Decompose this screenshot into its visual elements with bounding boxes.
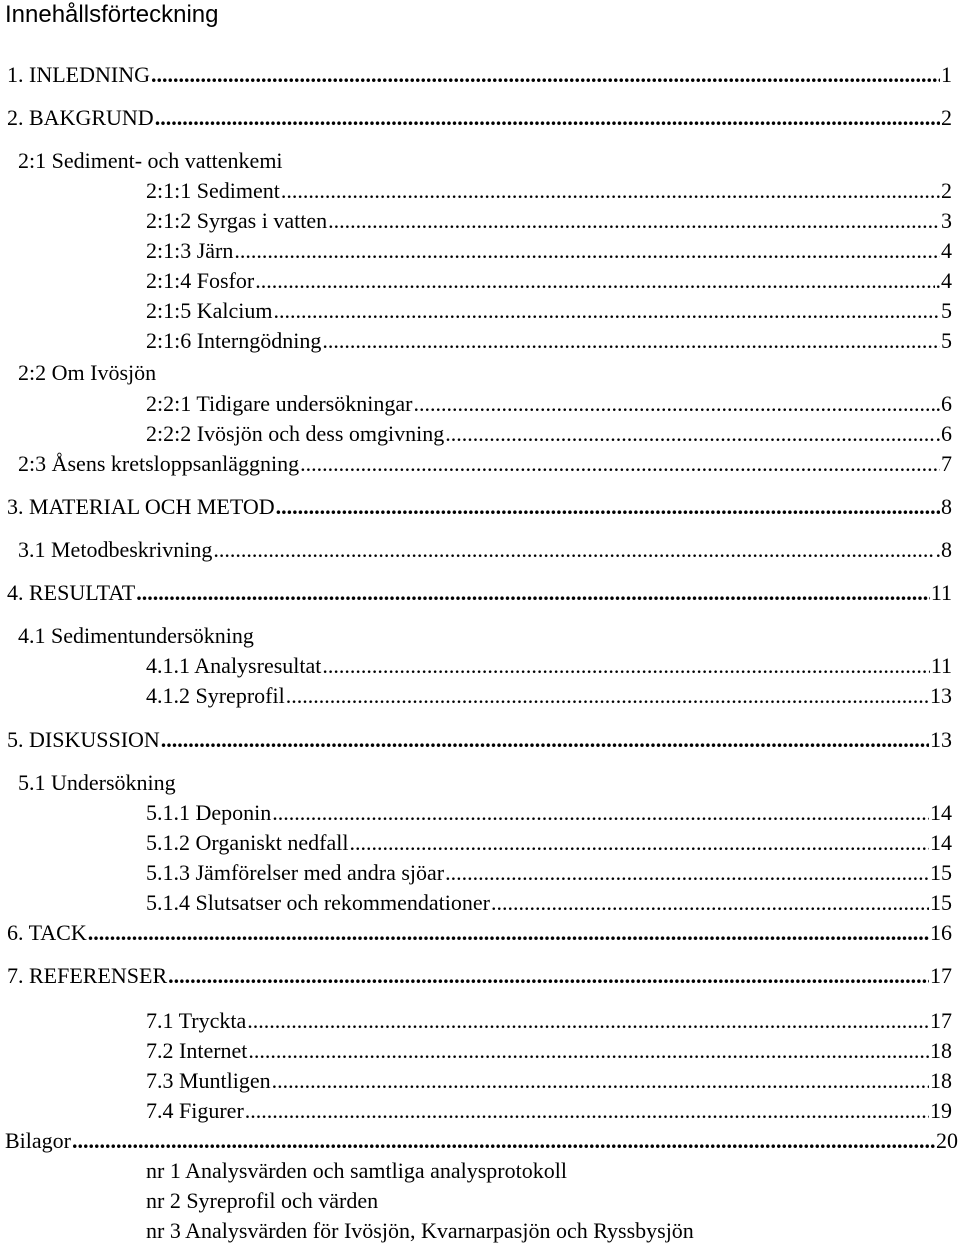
toc-entry[interactable] (146, 206, 952, 236)
toc-leader (273, 296, 940, 326)
toc-entry-label: 2:1:6 Interngödning (146, 328, 322, 353)
toc-entry-page: .2 (935, 178, 952, 203)
toc-entry-page: 15 (930, 890, 952, 915)
appendix-item: nr 3 Analysvärden för Ivösjön, Kvarnarpasjön och Ryssbysjön (146, 1218, 694, 1243)
toc-entry[interactable] (146, 681, 952, 711)
toc-entry-page: 7 (941, 451, 952, 476)
toc-entry[interactable] (146, 236, 952, 266)
toc-leader (276, 492, 940, 522)
toc-entry-label: 7.2 Internet (146, 1038, 248, 1063)
toc-entry[interactable] (146, 1036, 952, 1066)
toc-entry-label: 4.1.1 Analysresultat (146, 653, 322, 678)
toc-entry-page: 11 (930, 653, 952, 678)
toc-entry-page: 20 (936, 1128, 958, 1153)
toc-entry-label: 1. INLEDNING (7, 62, 150, 87)
toc-entry-page: 5 (941, 328, 952, 353)
toc-entry[interactable] (146, 798, 952, 828)
toc-leader (248, 1036, 929, 1066)
toc-entry-label: 7. REFERENSER (7, 963, 168, 988)
toc-entry-page: .8 (935, 537, 952, 562)
toc-entry-page: 16 (930, 920, 952, 945)
toc-entry-page: .4 (935, 268, 952, 293)
toc-leader (234, 236, 940, 266)
toc-entry-page: .6 (935, 391, 952, 416)
toc-entry[interactable] (7, 578, 952, 608)
toc-entry-label: 2:1:2 Syrgas i vatten (146, 208, 328, 233)
toc-entry-page: .6 (935, 421, 952, 446)
toc-entry-label: 7.1 Tryckta (146, 1008, 247, 1033)
toc-entry[interactable] (146, 176, 952, 206)
toc-entry-label: 5. DISKUSSION (7, 727, 160, 752)
toc-entry-label: 3.1 Metodbeskrivning (18, 537, 213, 562)
toc-entry[interactable] (7, 725, 952, 755)
toc-leader (155, 103, 940, 133)
toc-leader (272, 798, 929, 828)
toc-entry-label: 5.1.2 Organiskt nedfall (146, 830, 349, 855)
toc-entry-label: 3. MATERIAL OCH METOD (7, 494, 275, 519)
toc-leader (349, 828, 929, 858)
toc-entry-page: 18 (930, 1038, 952, 1063)
toc-entry[interactable] (146, 266, 952, 296)
toc-leader (151, 60, 940, 90)
toc-entry[interactable] (146, 1096, 952, 1126)
toc-entry[interactable] (7, 961, 952, 991)
toc-entry[interactable] (146, 651, 952, 681)
toc-entry[interactable] (7, 60, 952, 90)
toc-entry-label: 2:2:2 Ivösjön och dess omgivning (146, 421, 445, 446)
toc-entry-label: 5.1.1 Deponin (146, 800, 272, 825)
toc-entry-page: 4 (941, 238, 952, 263)
toc-entry-page: 17 (930, 1008, 952, 1033)
toc-entry-label: 2:2:1 Tidigare undersökningar (146, 391, 413, 416)
toc-entry-page: 13 (930, 683, 952, 708)
toc-leader (491, 888, 929, 918)
toc-entry[interactable] (146, 1066, 952, 1096)
toc-entry-label: 2:1:4 Fosfor (146, 268, 255, 293)
toc-leader (247, 1006, 929, 1036)
toc-entry-label: 2:1:5 Kalcium (146, 298, 273, 323)
toc-leader (272, 1066, 929, 1096)
toc-entry-page: 18 (930, 1068, 952, 1093)
toc-entry-page: 14 (930, 830, 952, 855)
page-title: Innehållsförteckning (5, 1, 219, 28)
toc-entry-label: 5.1.3 Jämförelser med andra sjöar (146, 860, 445, 885)
toc-entry[interactable] (146, 1006, 952, 1036)
toc-leader (328, 206, 940, 236)
toc-leader (281, 176, 935, 206)
toc-entry[interactable] (18, 535, 952, 565)
toc-entry-label: Bilagor (5, 1128, 71, 1153)
toc-leader (322, 651, 929, 681)
toc-leader (161, 725, 929, 755)
appendix-item: nr 1 Analysvärden och samtliga analysprotokoll (146, 1158, 567, 1183)
toc-entry-page: 13 (930, 727, 952, 752)
toc-leader (88, 918, 929, 948)
toc-leader (72, 1126, 935, 1156)
toc-entry-page: 15 (930, 860, 952, 885)
toc-section-heading: 2:1 Sediment- och vattenkemi (18, 148, 283, 173)
toc-entry[interactable] (146, 858, 952, 888)
appendix-item: nr 2 Syreprofil och värden (146, 1188, 379, 1213)
toc-leader (445, 858, 929, 888)
toc-entry[interactable] (5, 1126, 958, 1156)
toc-entry-page: 17 (930, 963, 952, 988)
toc-entry[interactable] (7, 103, 952, 133)
toc-entry[interactable] (146, 419, 952, 449)
toc-leader (322, 326, 940, 356)
toc-leader (168, 961, 929, 991)
toc-leader (413, 389, 934, 419)
toc-leader (136, 578, 930, 608)
toc-entry-label: 2:1:3 Järn (146, 238, 234, 263)
toc-entry[interactable] (146, 888, 952, 918)
toc-entry-label: 2. BAKGRUND (7, 105, 154, 130)
toc-entry-page: 19 (930, 1098, 952, 1123)
toc-leader (445, 419, 934, 449)
toc-entry-page: 2 (941, 105, 952, 130)
toc-section-heading: 2:2 Om Ivösjön (18, 360, 157, 385)
toc-entry-page: 14 (930, 800, 952, 825)
toc-entry-label: 4.1.2 Syreprofil (146, 683, 285, 708)
toc-entry-label: 7.4 Figurer (146, 1098, 244, 1123)
toc-entry-label: 7.3 Muntligen (146, 1068, 271, 1093)
toc-entry-label: 4. RESULTAT (7, 580, 136, 605)
toc-entry[interactable] (146, 828, 952, 858)
toc-leader (300, 449, 940, 479)
toc-entry[interactable] (7, 492, 952, 522)
toc-entry[interactable] (146, 326, 952, 356)
toc-entry-page: 8 (941, 494, 952, 519)
toc-section-heading: 5.1 Undersökning (18, 770, 176, 795)
toc-entry[interactable] (18, 449, 952, 479)
toc-leader (213, 535, 934, 565)
toc-leader (255, 266, 934, 296)
toc-entry-page: 1 (941, 62, 952, 87)
toc-entry[interactable] (146, 296, 952, 326)
toc-entry[interactable] (146, 389, 952, 419)
toc-entry-page: 3 (941, 208, 952, 233)
toc-entry-label: 2:1:1 Sediment (146, 178, 280, 203)
toc-leader (286, 681, 929, 711)
toc-entry-page: 11 (930, 580, 952, 605)
toc-entry-page: 5 (941, 298, 952, 323)
toc-section-heading: 4.1 Sedimentundersökning (18, 623, 254, 648)
toc-entry-label: 6. TACK (7, 920, 87, 945)
toc-entry-label: 5.1.4 Slutsatser och rekommendationer (146, 890, 490, 915)
toc-entry-label: 2:3 Åsens kretsloppsanläggning (18, 451, 300, 476)
toc-leader (245, 1096, 929, 1126)
toc-entry[interactable] (7, 918, 952, 948)
